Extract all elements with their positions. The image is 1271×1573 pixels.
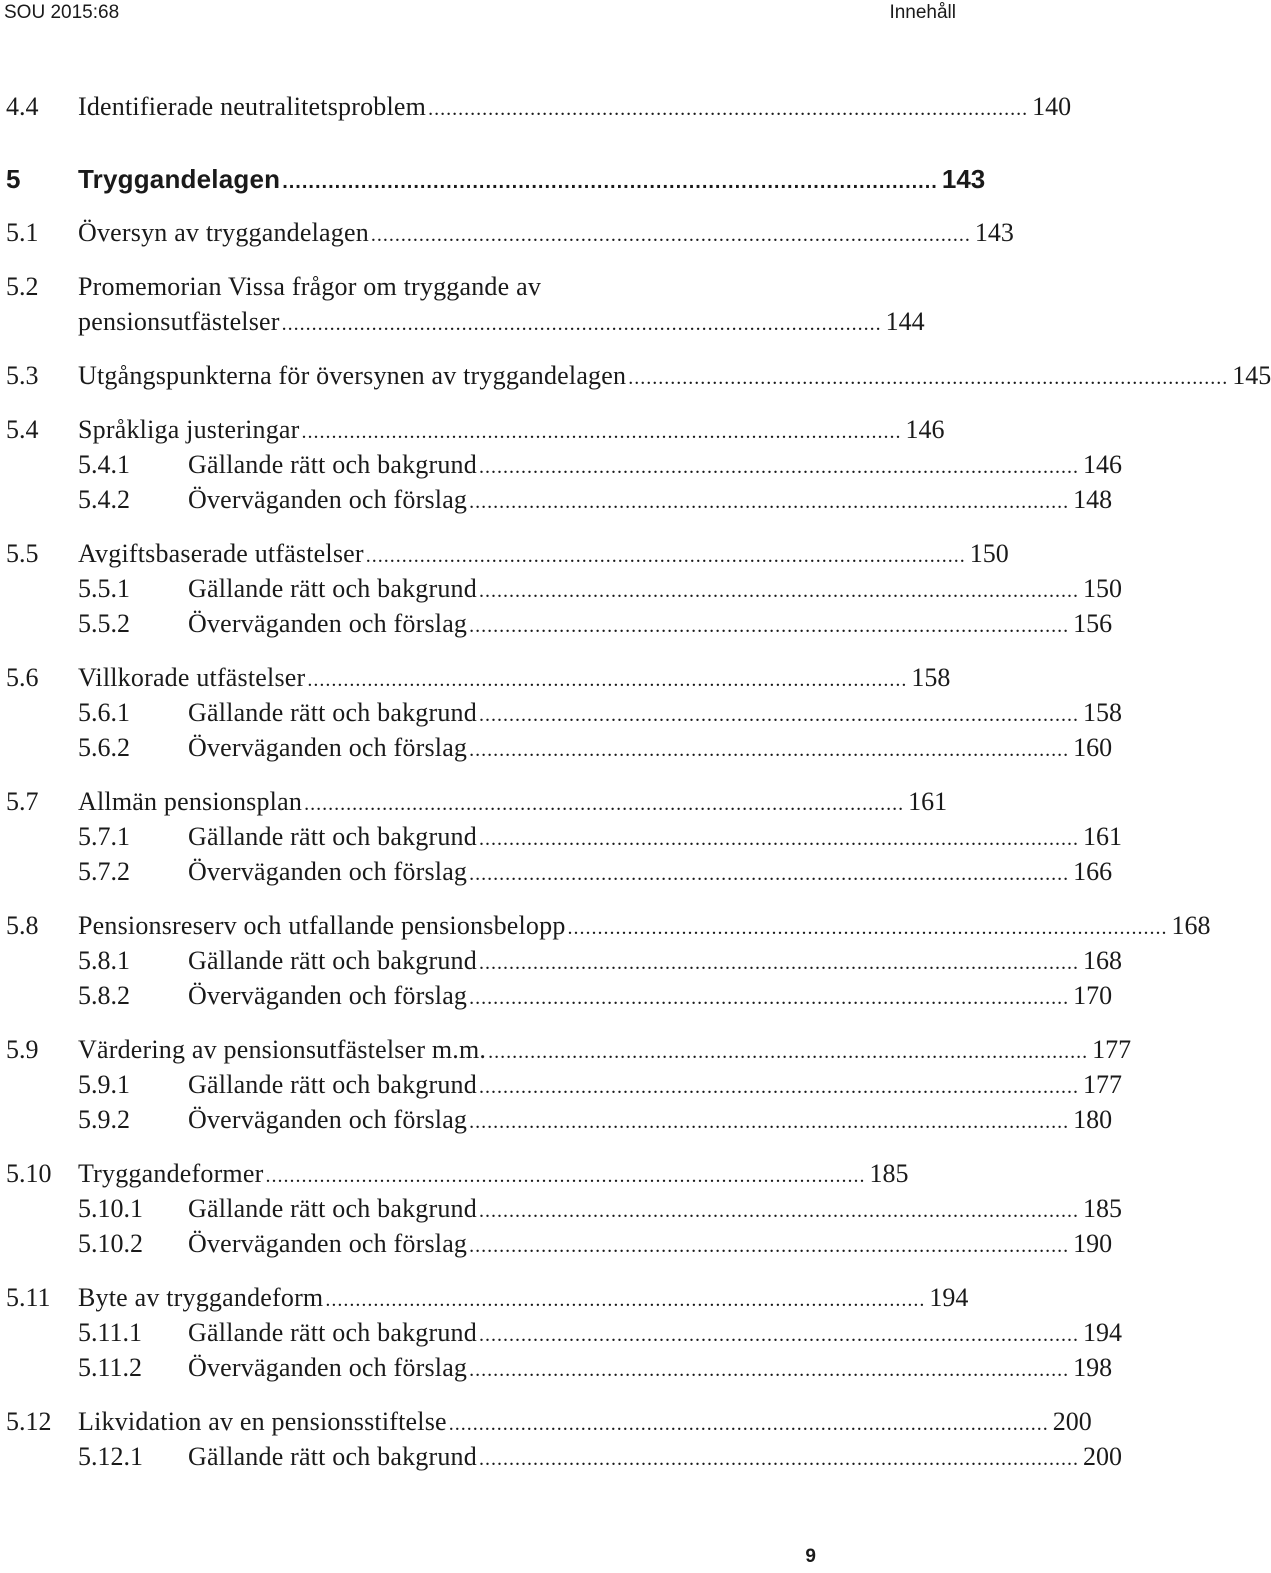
toc-title: Värdering av pensionsutfästelser m.m. (78, 1035, 487, 1064)
dot-leader: .................................................................................................... (469, 1359, 1070, 1381)
toc-page: 200 (1082, 1442, 1122, 1471)
toc-subentry[interactable] (0, 1316, 1122, 1350)
toc-number: 5.5.1 (78, 574, 130, 603)
toc-entry[interactable] (0, 1281, 969, 1315)
dot-leader: .................................................................................................... (469, 987, 1070, 1009)
toc-title: Överväganden och förslag (188, 857, 468, 886)
toc-page: 180 (1073, 1105, 1113, 1134)
toc-title: Villkorade utfästelser (78, 663, 306, 692)
toc-number: 5.1 (6, 218, 39, 247)
toc-entry[interactable] (0, 1033, 1132, 1067)
toc-page: 144 (885, 307, 925, 336)
toc-entry[interactable] (0, 909, 1211, 943)
dot-leader: .................................................................................................... (469, 1235, 1070, 1257)
toc-entry[interactable] (0, 785, 960, 819)
toc-page: 156 (1073, 609, 1113, 638)
toc-page: 160 (1073, 733, 1113, 762)
toc-page: 140 (1032, 92, 1072, 121)
toc-title: Allmän pensionsplan (78, 787, 303, 816)
toc-page: 161 (908, 787, 948, 816)
toc-number: 5.12 (6, 1407, 52, 1436)
dot-leader: .................................................................................................... (478, 828, 1079, 850)
toc-page: 148 (1073, 485, 1113, 514)
toc-page: 166 (1073, 857, 1113, 886)
toc-title: Gällande rätt och bakgrund (188, 1070, 477, 1099)
toc-title: Överväganden och förslag (188, 733, 468, 762)
toc-page: 200 (1052, 1407, 1092, 1436)
toc-page: 185 (1082, 1194, 1122, 1223)
toc-subentry[interactable] (0, 696, 1122, 730)
toc-title: Överväganden och förslag (188, 1229, 468, 1258)
toc-title: Gällande rätt och bakgrund (188, 822, 477, 851)
toc-number: 5.6.2 (78, 733, 130, 762)
toc-title: Avgiftsbaserade utfästelser (78, 539, 364, 568)
toc-entry[interactable] (0, 90, 1072, 124)
report-id: SOU 2015:68 (4, 2, 120, 23)
dot-leader: .................................................................................................... (488, 1041, 1089, 1063)
toc-subentry[interactable] (0, 855, 1113, 889)
dot-leader: .................................................................................................... (567, 917, 1168, 939)
toc-subentry[interactable] (0, 1103, 1113, 1137)
dot-leader: .................................................................................................... (478, 456, 1079, 478)
toc-number: 5.4 (6, 415, 39, 444)
toc-subentry[interactable] (0, 1351, 1113, 1385)
section-label: Innehåll (889, 2, 956, 23)
toc-number: 5.5 (6, 539, 39, 568)
toc-page: 150 (1082, 574, 1122, 603)
toc-title: Gällande rätt och bakgrund (188, 450, 477, 479)
toc-number: 5 (6, 164, 21, 194)
toc-title: Överväganden och förslag (188, 1353, 468, 1382)
toc-entry[interactable] (0, 216, 1014, 250)
toc-number: 5.2 (6, 272, 39, 301)
dot-leader: .................................................................................................... (282, 171, 938, 193)
toc-page: 177 (1082, 1070, 1122, 1099)
toc-number: 5.8.2 (78, 981, 130, 1010)
toc-page: 145 (1232, 361, 1271, 390)
toc-page: 143 (974, 218, 1014, 247)
toc-subentry[interactable] (0, 572, 1122, 606)
dot-leader: .................................................................................................... (478, 1448, 1079, 1470)
toc-title: Gällande rätt och bakgrund (188, 574, 477, 603)
toc-title: Gällande rätt och bakgrund (188, 698, 477, 727)
toc-title: Gällande rätt och bakgrund (188, 946, 477, 975)
toc-title: Överväganden och förslag (188, 485, 468, 514)
toc-number: 5.10 (6, 1159, 52, 1188)
toc-number: 5.4.2 (78, 485, 130, 514)
toc-subentry[interactable] (0, 1440, 1122, 1474)
toc-page: 146 (1082, 450, 1122, 479)
toc-title: Likvidation av en pensionsstiftelse (78, 1407, 447, 1436)
toc-page: 158 (911, 663, 951, 692)
dot-leader: .................................................................................................... (628, 367, 1229, 389)
toc-number: 5.11.2 (78, 1353, 143, 1382)
toc-title: Utgångspunkterna för översynen av tryggandelagen (78, 361, 627, 390)
toc-number: 5.11.1 (78, 1318, 143, 1347)
dot-leader: .................................................................................................... (428, 98, 1029, 120)
toc-title: Gällande rätt och bakgrund (188, 1194, 477, 1223)
toc-subentry[interactable] (0, 979, 1113, 1013)
dot-leader: .................................................................................................... (478, 1324, 1079, 1346)
toc-title-continuation: pensionsutfästelser (78, 307, 280, 336)
toc-number: 5.9.2 (78, 1105, 130, 1134)
toc-entry[interactable] (0, 1157, 960, 1191)
dot-leader: .................................................................................................... (469, 739, 1070, 761)
toc-page: 185 (869, 1159, 909, 1188)
dot-leader: .................................................................................................... (304, 793, 905, 815)
toc-page: 198 (1073, 1353, 1113, 1382)
toc-subentry[interactable] (0, 944, 1122, 978)
toc-subentry[interactable] (0, 448, 1122, 482)
toc-page: 168 (1082, 946, 1122, 975)
toc-title: Överväganden och förslag (188, 981, 468, 1010)
toc-page: 177 (1092, 1035, 1132, 1064)
dot-leader: .................................................................................................... (469, 615, 1070, 637)
toc-number: 5.7 (6, 787, 39, 816)
toc-title: Gällande rätt och bakgrund (188, 1442, 477, 1471)
toc-title: Tryggandelagen (78, 164, 281, 194)
toc-number: 5.9 (6, 1035, 39, 1064)
toc-title: Gällande rätt och bakgrund (188, 1318, 477, 1347)
toc-entry[interactable] (0, 1405, 1092, 1439)
toc-subentry[interactable] (0, 1192, 1122, 1226)
toc-title: Byte av tryggandeform (78, 1283, 324, 1312)
toc-entry-continuation[interactable] (0, 305, 960, 339)
toc-entry[interactable] (0, 270, 960, 304)
toc-number: 5.10.2 (78, 1229, 143, 1258)
toc-number: 5.11 (6, 1283, 51, 1312)
toc-number: 5.8.1 (78, 946, 130, 975)
toc-title: Tryggandeformer (78, 1159, 264, 1188)
toc-number: 5.3 (6, 361, 39, 390)
toc-page: 168 (1171, 911, 1211, 940)
dot-leader: .................................................................................................... (325, 1289, 926, 1311)
dot-leader: .................................................................................................... (281, 313, 882, 335)
toc-subentry[interactable] (0, 1068, 1122, 1102)
toc-page: 194 (1082, 1318, 1122, 1347)
toc-number: 5.9.1 (78, 1070, 130, 1099)
dot-leader: .................................................................................................... (370, 224, 971, 246)
toc-page: 143 (941, 164, 986, 194)
toc-number: 5.6.1 (78, 698, 130, 727)
toc-number: 5.10.1 (78, 1194, 143, 1223)
toc-page: 146 (905, 415, 945, 444)
toc-title: Språkliga justeringar (78, 415, 300, 444)
toc-entry[interactable] (0, 413, 960, 447)
page-number: 9 (805, 1546, 816, 1567)
toc-page: 194 (929, 1283, 969, 1312)
dot-leader: .................................................................................................... (469, 1111, 1070, 1133)
toc-number: 5.6 (6, 663, 39, 692)
toc-title: Identifierade neutralitetsproblem (78, 92, 427, 121)
toc-entry[interactable] (0, 359, 1271, 393)
toc-page: 161 (1082, 822, 1122, 851)
dot-leader: .................................................................................................... (478, 704, 1079, 726)
toc-subentry[interactable] (0, 483, 1113, 517)
toc-number: 5.4.1 (78, 450, 130, 479)
toc-page: 158 (1082, 698, 1122, 727)
dot-leader: .................................................................................................... (478, 1200, 1079, 1222)
toc-page: 190 (1073, 1229, 1113, 1258)
toc-title: Överväganden och förslag (188, 1105, 468, 1134)
toc-entry[interactable] (0, 537, 1009, 571)
toc-number: 4.4 (6, 92, 39, 121)
toc-number: 5.7.2 (78, 857, 130, 886)
toc-entry[interactable] (0, 661, 960, 695)
toc-number: 5.7.1 (78, 822, 130, 851)
toc-title: Överväganden och förslag (188, 609, 468, 638)
toc-number: 5.8 (6, 911, 39, 940)
toc-title: Översyn av tryggandelagen (78, 218, 369, 247)
toc-subentry[interactable] (0, 1227, 1113, 1261)
toc-subentry[interactable] (0, 607, 1113, 641)
dot-leader: .................................................................................................... (478, 952, 1079, 974)
dot-leader: .................................................................................................... (365, 545, 966, 567)
toc-page: 150 (969, 539, 1009, 568)
dot-leader: .................................................................................................... (469, 863, 1070, 885)
toc-page: 170 (1073, 981, 1113, 1010)
toc-number: 5.5.2 (78, 609, 130, 638)
dot-leader: .................................................................................................... (478, 580, 1079, 602)
dot-leader: .................................................................................................... (469, 491, 1070, 513)
toc-subentry[interactable] (0, 820, 1122, 854)
toc-title: Pensionsreserv och utfallande pensionsbelopp (78, 911, 566, 940)
dot-leader: .................................................................................................... (448, 1413, 1049, 1435)
toc-number: 5.12.1 (78, 1442, 143, 1471)
dot-leader: .................................................................................................... (478, 1076, 1079, 1098)
toc-title: Promemorian Vissa frågor om tryggande av (78, 272, 542, 301)
toc-subentry[interactable] (0, 731, 1113, 765)
dot-leader: .................................................................................................... (307, 669, 908, 691)
dot-leader: .................................................................................................... (301, 421, 902, 443)
toc-chapter[interactable] (0, 162, 986, 196)
dot-leader: .................................................................................................... (265, 1165, 866, 1187)
